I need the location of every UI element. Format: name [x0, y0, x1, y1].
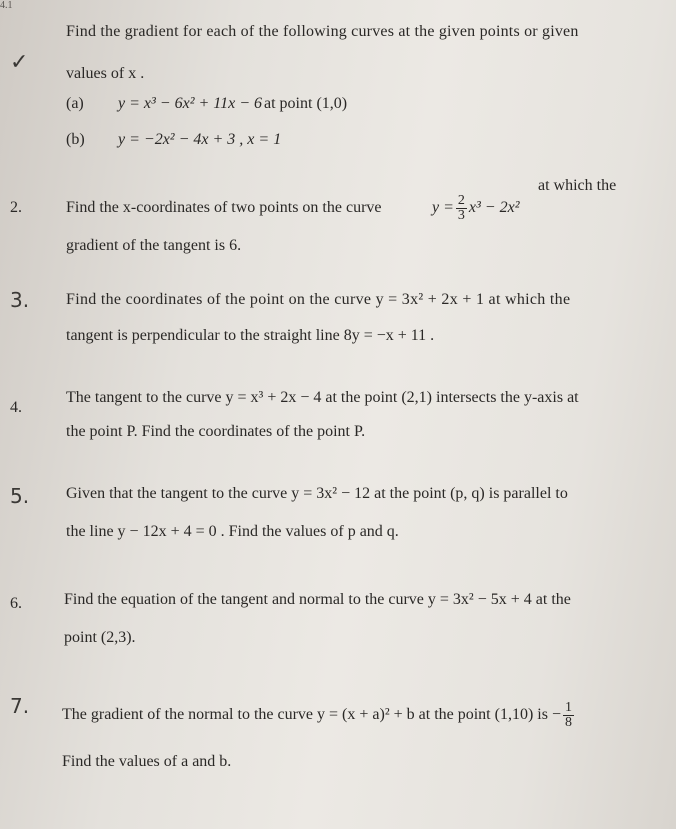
q2-frac-den: 3 [457, 207, 465, 223]
q5-number: 5. [10, 484, 30, 508]
q7-number: 7. [10, 694, 30, 718]
q3-line2: tangent is perpendicular to the straight line 8y = −x + 11 . [66, 327, 435, 344]
q3-line1: Find the coordinates of the point on the curve y = 3x² + 2x + 1 at which the [66, 291, 571, 308]
q1-line2: values of x . [66, 65, 145, 82]
q1-line1: Find the gradient for each of the following curves at the given points or given [66, 23, 579, 40]
q5-line2: the line y − 12x + 4 = 0 . Find the values of p and q. [66, 523, 399, 540]
q2-frac-num: 2 [457, 192, 465, 208]
q7-line2: Find the values of a and b. [62, 753, 232, 770]
q4-line1: The tangent to the curve y = x³ + 2x − 4 at the point (2,1) intersects the y-axis at [66, 389, 579, 406]
q2-fraction [456, 194, 467, 223]
q2-line1-post: at which the [538, 177, 617, 194]
q5-line1: Given that the tangent to the curve y = 3x² − 12 at the point (p, q) is parallel to [66, 485, 568, 502]
q7-line1-text: The gradient of the normal to the curve y = (x + a)² + b at the point (1,10) is − [62, 706, 561, 723]
checkmark-icon: ✓ [10, 50, 29, 75]
q1a-equation: y = x³ − 6x² + 11x − 6 [118, 95, 262, 112]
q1a-label: (a) [66, 95, 84, 112]
q6-line1: Find the equation of the tangent and normal to the curve y = 3x² − 5x + 4 at the [64, 591, 571, 608]
q7-fraction [563, 701, 574, 730]
q3-number: 3. [10, 288, 30, 312]
corner-label: 4.1 [0, 0, 13, 11]
q2-line2: gradient of the tangent is 6. [66, 237, 242, 254]
q6-line2: point (2,3). [64, 629, 136, 646]
q7-frac-num: 1 [564, 699, 572, 715]
q2-eq-post: x³ − 2x² [468, 199, 520, 216]
q2-eq-pre: y = [432, 199, 454, 216]
q7-line1 [62, 690, 576, 740]
q1b-label: (b) [66, 131, 85, 148]
q7-frac-den: 8 [564, 714, 572, 730]
q4-line2: the point P. Find the coordinates of the point P. [66, 423, 366, 440]
q2-number: 2. [10, 199, 22, 216]
q2-equation [432, 180, 520, 236]
q6-number: 6. [10, 595, 22, 612]
q4-number: 4. [10, 399, 22, 416]
q1b-equation: y = −2x² − 4x + 3 , x = 1 [118, 131, 282, 148]
q1a-tail: at point (1,0) [264, 95, 348, 112]
q2-line1-pre: Find the x-coordinates of two points on the curve [66, 199, 382, 216]
